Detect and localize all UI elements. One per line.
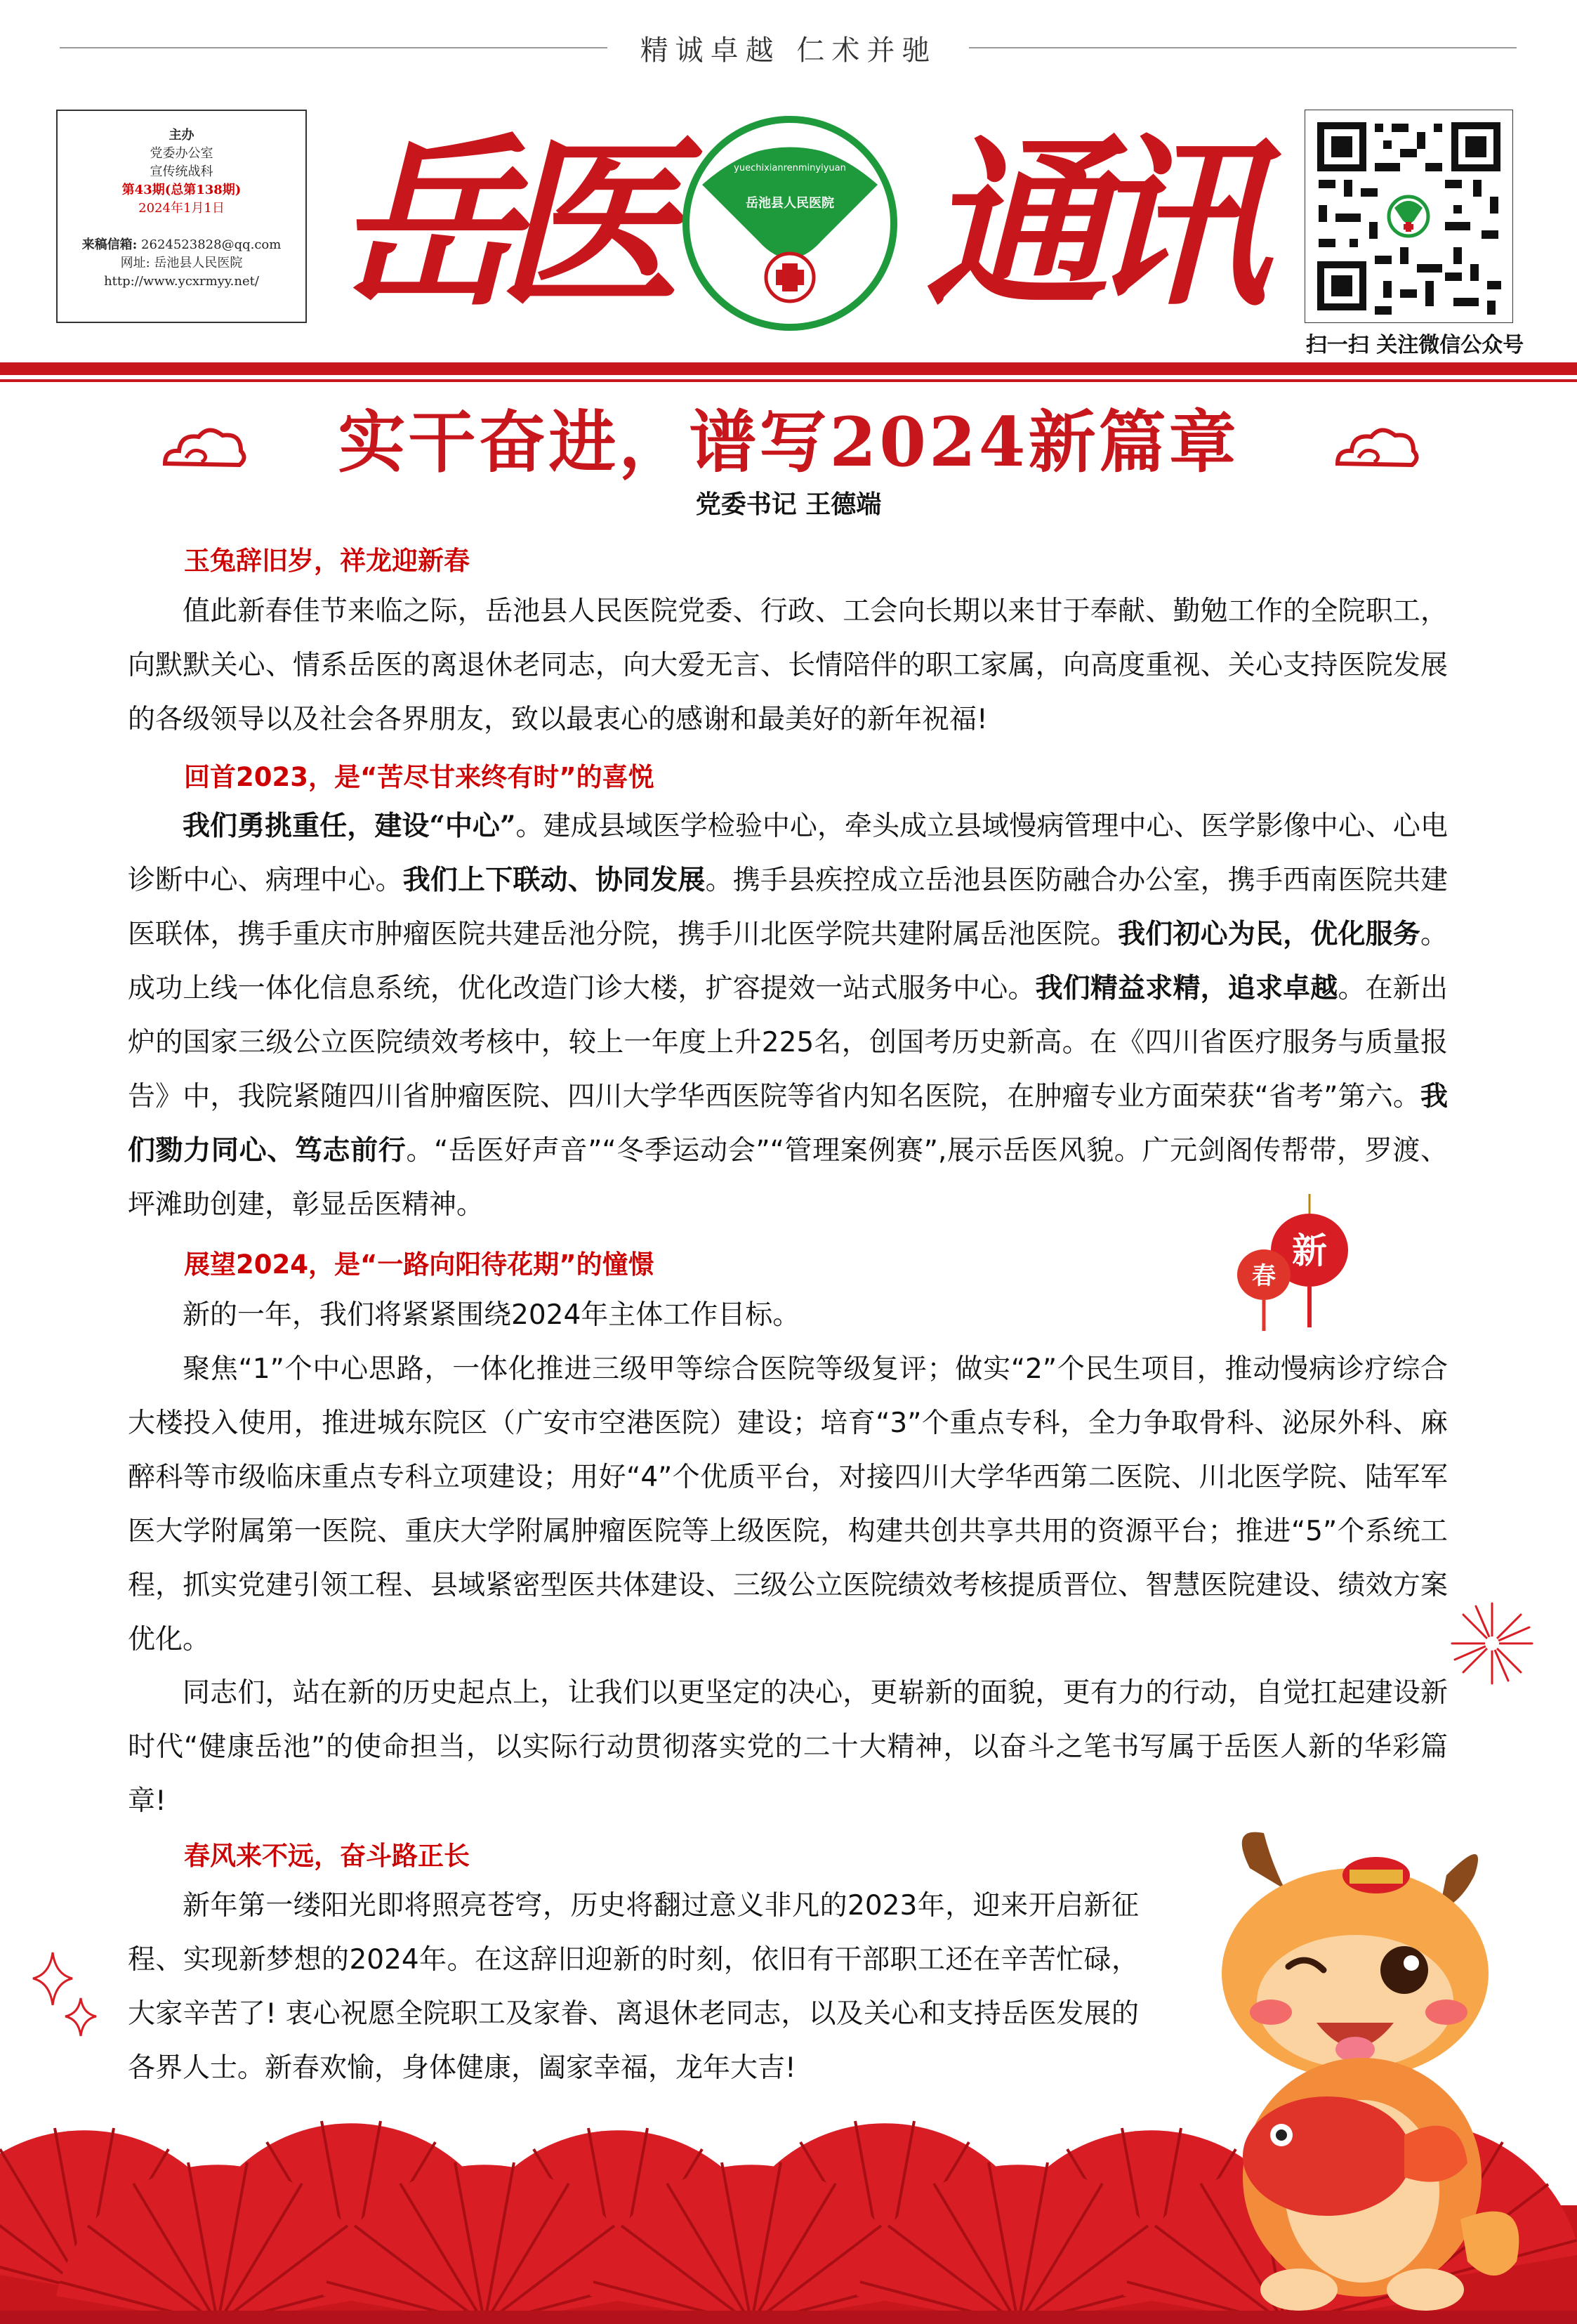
masthead-char-tong: 通 — [925, 117, 1108, 331]
section-3-paragraph-2: 聚焦“1”个中心思路，一体化推进三级甲等综合医院等级复评；做实“2”个民生项目，推动慢病诊疗综合大楼投入使用，推进城东院区（广安市空港医院）建设；培育“3”个重点专科，全力争取骨科、泌尿外科、麻醉科等市级临床重点专科立项建设；用好“4”个优质平台，对接四川大学华西第二医院、川北医学院、陆军军医大学附属第一医院、重庆大学附属肿瘤医院等上级医院，构建共创共享共用的资源平台；推进“5”个系统工程，抓实党建引领工程、县域紧密型医共体建设、三级公立医院绩效考核提质晋位、智慧医院建设、绩效方案优化。 — [128, 1353, 1448, 1655]
text-1: 。建成县域医学检验中心，牵头成立县域慢病管理中心、医学影像中心、心电诊断中心、病理中心。 — [128, 810, 1448, 896]
lantern-decoration-icon — [1232, 1194, 1355, 1334]
firework-icon — [1446, 1598, 1538, 1689]
section-title-2: 回首2023，是“苦尽甘来终有时”的喜悦 — [184, 762, 654, 792]
header-rule-thin — [0, 379, 1577, 382]
issue-number: 第43期(总第138期) — [121, 183, 242, 197]
highlight-5: 我们勠力同心、笃志前行 — [128, 1080, 1448, 1167]
logo-name: 岳池县人民医院 — [746, 196, 834, 211]
website-name: 岳池县人民医院 — [154, 256, 243, 270]
email-address[interactable]: 2624523828@qq.com — [141, 237, 282, 252]
header-rule-thick — [0, 362, 1577, 375]
masthead-char-xun: 讯 — [1087, 117, 1269, 331]
text-5: 。“岳医好声音”“冬季运动会”“管理案例赛”,展示岳医风貌。广元剑阁传帮带，罗渡、坪滩助创建，彰显岳医精神。 — [128, 1135, 1448, 1221]
issue-date: 2024年1月1日 — [138, 201, 225, 216]
website-row — [58, 254, 305, 273]
sponsor-1: 党委办公室 — [150, 146, 213, 161]
sponsor-2: 宣传统战科 — [150, 164, 213, 179]
section-3-paragraph-1: 新的一年，我们将紧紧围绕2024年主体工作目标。 — [183, 1299, 800, 1331]
highlight-2: 我们上下联动、协同发展 — [402, 864, 706, 896]
text-2: 。携手县疾控成立岳池县医防融合办公室，携手西南医院共建医联体，携手重庆市肿瘤医院共建岳池分院，携手川北医学院共建附属岳池医院。 — [128, 865, 1448, 950]
sparkle-icon — [32, 1949, 102, 2040]
author-byline: 党委书记 王德端 — [695, 490, 882, 519]
section-title-3: 展望2024，是“一路向阳待花期”的憧憬 — [184, 1249, 654, 1280]
qr-code[interactable] — [1305, 110, 1513, 323]
qr-caption: 扫一扫 关注微信公众号 — [1305, 333, 1524, 357]
article-headline: 实干奋进，谱写2024新篇章 — [338, 402, 1239, 482]
sponsor-label: 主办 — [169, 128, 194, 143]
highlight-3: 我们初心为民，优化服务 — [1118, 918, 1420, 950]
lantern-char-spring: 春 — [1252, 1262, 1276, 1290]
cartoon-dragon-illustration — [1166, 1826, 1545, 2318]
email-label: 来稿信箱: — [81, 237, 138, 252]
website-link[interactable]: http://www.ycxrmyy.net/ — [104, 274, 259, 289]
masthead-char-yue: 岳 — [336, 117, 518, 331]
section-4-paragraph: 新年第一缕阳光即将照亮苍穹，历史将翻过意义非凡的2023年，迎来开启新征程、实现新梦想的2024年。在这辞旧迎新的时刻，依旧有干部职工还在辛苦忙碌，大家辛苦了! 衷心祝愿全院职工及家眷、离退休老同志，以及关心和支持岳医发展的各界人士。新春欢愉，身体健康，阖家幸福，龙年大吉! — [128, 1890, 1139, 2084]
section-title-1: 玉兔辞旧岁，祥龙迎新春 — [184, 546, 470, 576]
submission-email — [58, 236, 305, 254]
logo-pinyin: yuechixianrenminyiyuan — [734, 163, 846, 173]
lantern-char-new: 新 — [1292, 1230, 1327, 1271]
publication-info-box — [56, 110, 307, 323]
masthead-char-yi: 医 — [497, 117, 680, 331]
section-3-paragraph-3: 同志们，站在新的历史起点上，让我们以更坚定的决心，更崭新的面貌，更有力的行动，自觉扛起建设新时代“健康岳池”的使命担当，以实际行动贯彻落实党的二十大精神，以奋斗之笔书写属于岳医人新的华彩篇章! — [128, 1677, 1448, 1817]
section-2-paragraph — [128, 799, 1448, 1232]
section-1-paragraph: 值此新春佳节来临之际，岳池县人民医院党委、行政、工会向长期以来甘于奉献、勤勉工作的全院职工，向默默关心、情系岳医的离退休老同志，向大爱无言、长情陪伴的职工家属，向高度重视、关心支持医院发展的各级领导以及社会各界朋友，致以最衷心的感谢和最美好的新年祝福! — [128, 596, 1448, 735]
highlight-4: 我们精益求精，追求卓越 — [1035, 972, 1338, 1004]
section-title-4: 春风来不远，奋斗路正长 — [184, 1841, 470, 1871]
text-3: 。成功上线一体化信息系统，优化改造门诊大楼，扩容提效一站式服务中心。 — [128, 919, 1448, 1004]
text-4: 。在新出炉的国家三级公立医院绩效考核中，较上一年度上升225名，创国考历史新高。在《四川省医疗服务与质量报告》中，我院紧随四川省肿瘤医院、四川大学华西医院等省内知名医院，在肿瘤专业方面荣获“省考”第六。 — [128, 973, 1448, 1112]
highlight-1: 我们勇挑重任，建设“中心” — [183, 810, 516, 842]
hospital-logo — [681, 114, 899, 332]
auspicious-cloud-right-icon — [1331, 421, 1422, 478]
website-label: 网址: — [120, 256, 150, 270]
motto: 精诚卓越 仁术并驰 — [640, 34, 937, 67]
